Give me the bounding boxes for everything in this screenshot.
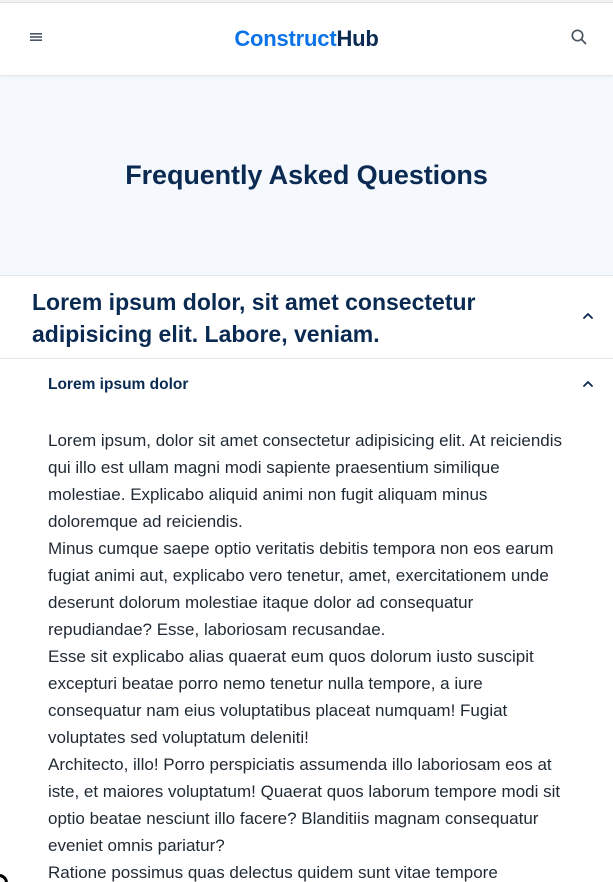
faq-section-title: Lorem ipsum dolor, sit amet consectetur adipisicing elit. Labore, veniam.: [32, 289, 476, 347]
hamburger-menu-icon: [29, 30, 43, 48]
answer-paragraph: Ratione possimus quas delectus quidem sunt vitae tempore: [48, 863, 498, 882]
navbar: [0, 3, 613, 75]
logo-link[interactable]: [234, 26, 378, 52]
faq-section: [0, 276, 613, 882]
faq-section-header[interactable]: [0, 276, 613, 359]
chevron-up-icon[interactable]: [581, 309, 595, 323]
faq-answer: [0, 411, 613, 882]
faq-question-title: Lorem ipsum dolor: [48, 376, 189, 393]
page-title: Frequently Asked Questions: [125, 159, 488, 190]
faq-item: [0, 359, 613, 882]
faq-question-toggle[interactable]: [0, 359, 613, 411]
answer-paragraph: Esse sit explicabo alias quaerat eum quos dolorum iusto suscipit excepturi beatae porro nemo tenetur nulla tempore, a iure consequatur nam eius voluptatibus placeat numquam! Fugiat voluptates sed voluptatum deleniti!: [48, 647, 534, 747]
logo-text-construct: Construct: [234, 26, 337, 51]
chevron-up-icon[interactable]: [581, 377, 595, 391]
answer-paragraph: Lorem ipsum, dolor sit amet consectetur adipisicing elit. At reiciendis qui illo est ullam magni modi sapiente praesentium similique molestiae. Explicabo aliquid animi non fugit aliquam minus doloremque ad reiciendis.: [48, 431, 563, 531]
logo-text-hub: Hub: [336, 26, 379, 51]
answer-paragraph: Minus cumque saepe optio veritatis debitis tempora non eos earum fugiat animi aut, explicabo vero tenetur, amet, exercitationem unde deserunt dolorum molestiae itaque dolor ad consequatur repudiandae? Esse, laboriosam recusandae.: [48, 539, 554, 639]
search-icon: [570, 28, 588, 51]
menu-button[interactable]: [26, 29, 46, 49]
answer-paragraph: Architecto, illo! Porro perspiciatis assumenda illo laboriosam eos at iste, et maiores voluptatum! Quaerat quos laborum tempore modi sit optio beatae nesciunt illo facere? Blanditiis magnam consequatur eveniet omnis pariatur?: [48, 755, 561, 855]
search-button[interactable]: [569, 29, 589, 49]
hero-banner: [0, 75, 613, 276]
